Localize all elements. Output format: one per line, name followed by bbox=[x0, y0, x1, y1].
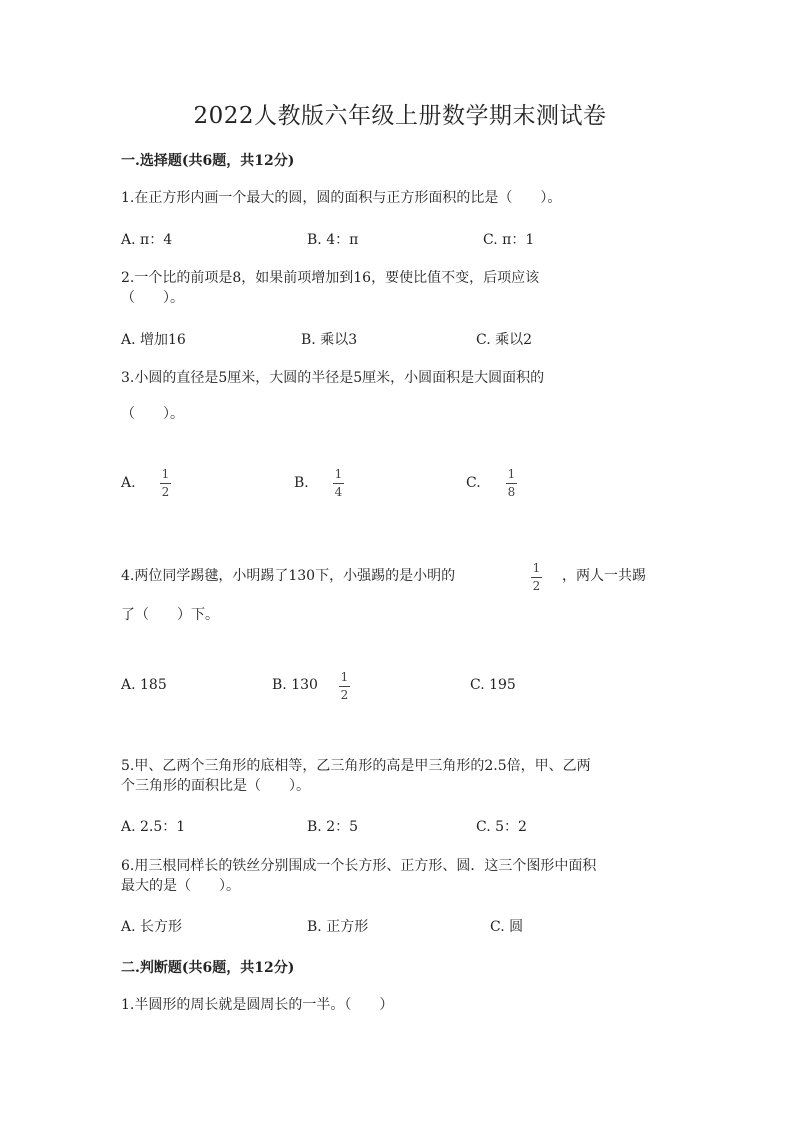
question-3-option-b-fraction bbox=[333, 468, 344, 499]
fraction-denominator: 2 bbox=[161, 485, 170, 499]
question-4-option-b-fraction bbox=[339, 671, 350, 702]
fraction-bar bbox=[333, 483, 344, 484]
question-2-option-c: C. 乘以2 bbox=[476, 332, 533, 348]
question-2-line1: 2.一个比的前项是8，如果前项增加到16，要使比值不变，后项应该 bbox=[121, 270, 540, 286]
fraction-denominator: 2 bbox=[532, 579, 541, 593]
question-5-option-b: B. 2：5 bbox=[307, 819, 359, 835]
fraction-bar bbox=[506, 483, 517, 484]
question-3-option-b-label: B. bbox=[294, 475, 309, 491]
question-3-option-a-fraction bbox=[160, 468, 171, 499]
fraction-numerator: 1 bbox=[161, 467, 170, 481]
tf-question-1-text: 1.半圆形的周长就是圆周长的一半。（ ） bbox=[121, 997, 394, 1013]
fraction-bar bbox=[339, 686, 350, 687]
question-4-option-b: B. 130 bbox=[272, 677, 318, 693]
question-4-option-c: C. 195 bbox=[470, 677, 516, 693]
question-3-line2: （ ）。 bbox=[121, 406, 184, 422]
fraction-denominator: 4 bbox=[334, 485, 343, 499]
question-3-option-c-fraction bbox=[506, 468, 517, 499]
question-5-option-a: A. 2.5：1 bbox=[121, 819, 186, 835]
fraction-numerator: 1 bbox=[340, 670, 349, 684]
fraction-denominator: 8 bbox=[507, 485, 516, 499]
question-3-option-a-label: A. bbox=[121, 475, 136, 491]
question-4-line1-start: 4.两位同学踢毽，小明踢了130下，小强踢的是小明的 bbox=[121, 568, 456, 584]
question-3-line1: 3.小圆的直径是5厘米，大圆的半径是5厘米，小圆面积是大圆面积的 bbox=[121, 370, 545, 386]
question-4-inline-fraction bbox=[531, 562, 542, 593]
section-heading-choice: 一.选择题(共6题，共12分) bbox=[121, 153, 295, 169]
fraction-numerator: 1 bbox=[532, 561, 541, 575]
question-6-option-a: A. 长方形 bbox=[121, 919, 183, 935]
question-2-option-b: B. 乘以3 bbox=[301, 332, 358, 348]
question-4-option-a: A. 185 bbox=[121, 677, 167, 693]
fraction-bar bbox=[160, 483, 171, 484]
question-6-option-c: C. 圆 bbox=[490, 919, 524, 935]
question-5-line1: 5.甲、乙两个三角形的底相等，乙三角形的高是甲三角形的2.5倍，甲、乙两 bbox=[121, 758, 591, 774]
fraction-bar bbox=[531, 577, 542, 578]
section-heading-true-false: 二.判断题(共6题，共12分) bbox=[121, 960, 295, 976]
question-2-line2: （ ）。 bbox=[121, 290, 184, 306]
fraction-numerator: 1 bbox=[507, 467, 516, 481]
question-1-option-c: C. π：1 bbox=[483, 232, 535, 248]
question-6-option-b: B. 正方形 bbox=[307, 919, 369, 935]
question-4-line1-end: ，两人一共踢 bbox=[562, 568, 646, 584]
question-4-line2: 了（ ）下。 bbox=[121, 607, 219, 623]
question-2-option-a: A. 增加16 bbox=[121, 332, 186, 348]
page-title: 2022人教版六年级上册数学期末测试卷 bbox=[193, 103, 607, 129]
question-6-line1: 6.用三根同样长的铁丝分别围成一个长方形、正方形、圆．这三个图形中面积 bbox=[121, 858, 597, 874]
fraction-numerator: 1 bbox=[334, 467, 343, 481]
question-1-option-a: A. π：4 bbox=[121, 232, 173, 248]
question-1-option-b: B. 4：π bbox=[307, 232, 359, 248]
question-1-text: 1.在正方形内画一个最大的圆，圆的面积与正方形面积的比是（ ）。 bbox=[121, 190, 562, 206]
question-5-option-c: C. 5：2 bbox=[476, 819, 527, 835]
question-6-line2: 最大的是（ ）。 bbox=[121, 878, 240, 894]
question-5-line2: 个三角形的面积比是（ ）。 bbox=[121, 778, 310, 794]
question-3-option-c-label: C. bbox=[466, 475, 481, 491]
fraction-denominator: 2 bbox=[340, 688, 349, 702]
